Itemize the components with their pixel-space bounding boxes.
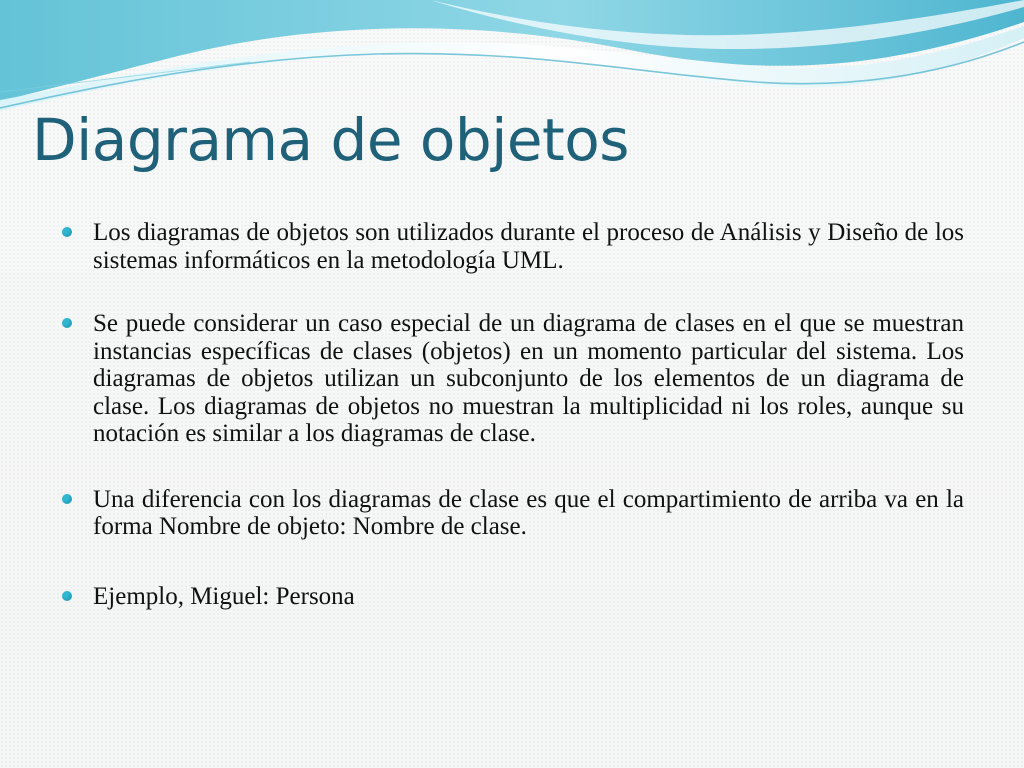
list-item bbox=[61, 310, 964, 448]
bullet-dot-icon bbox=[62, 318, 72, 328]
bullet-text: Ejemplo, Miguel: Persona bbox=[93, 582, 355, 610]
bullet-text: Una diferencia con los diagramas de clase es que el compartimiento de arriba va en la forma Nombre de objeto: Nombre de clase. bbox=[93, 485, 964, 540]
bullet-text: Los diagramas de objetos son utilizados durante el proceso de Análisis y Diseño de los sistemas informáticos en la metodología UML. bbox=[93, 219, 964, 274]
bullet-list bbox=[61, 219, 964, 610]
list-item bbox=[61, 219, 964, 274]
wave-decoration-icon bbox=[0, 0, 1024, 115]
bullet-dot-icon bbox=[62, 494, 72, 504]
bullet-text: Se puede considerar un caso especial de un diagrama de clases en el que se muestran instancias específicas de clases (objetos) en un momento particular del sistema. Los diagramas de objetos utilizan un subconjunto de los elementos de un diagrama de clase. Los diagramas de objetos no muestran la multiplicidad ni los roles, aunque su notación es similar a los diagramas de clase. bbox=[93, 310, 964, 447]
bullet-dot-icon bbox=[62, 591, 72, 601]
page-title: Diagrama de objetos bbox=[32, 106, 629, 174]
list-item bbox=[61, 486, 964, 541]
bullet-dot-icon bbox=[62, 227, 72, 237]
list-item bbox=[61, 583, 964, 611]
